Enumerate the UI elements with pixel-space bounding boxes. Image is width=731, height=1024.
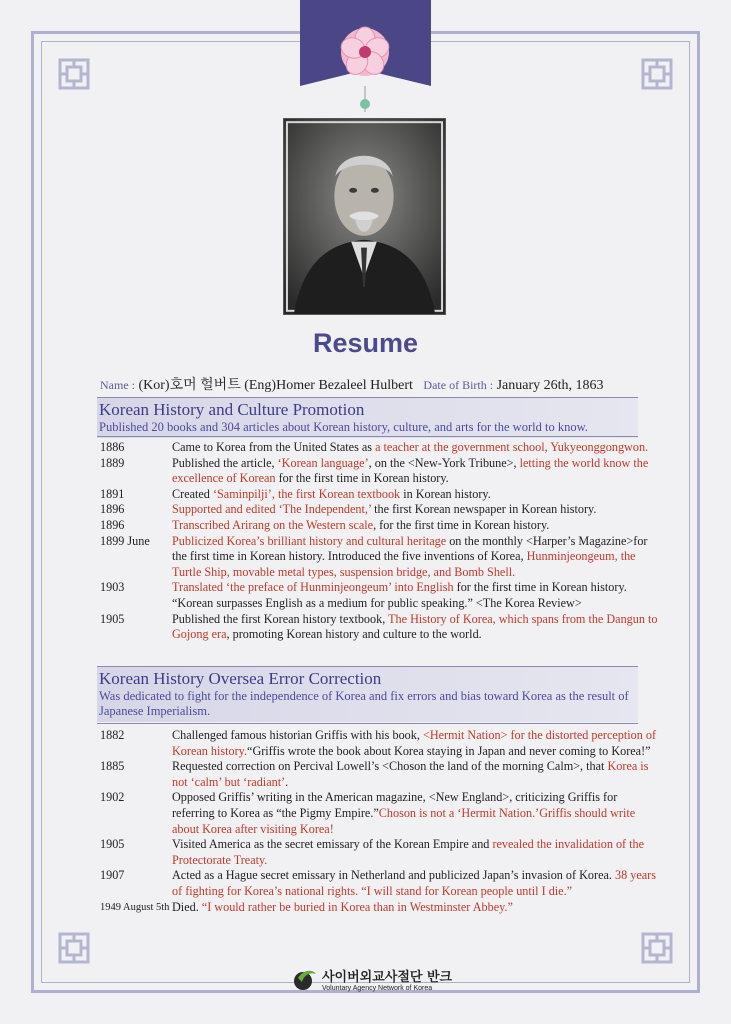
- highlight-text: ‘Saminpilji’, the first Korean textbook: [212, 486, 401, 501]
- org-name-english: Voluntary Agency Network of Korea: [322, 985, 433, 992]
- highlight-text: Choson is not a ‘Hermit Nation.’Griffis should write about Korea after visiting Korea!: [172, 805, 636, 836]
- timeline-correction: [100, 728, 660, 915]
- body-text: Created: [172, 486, 213, 501]
- body-text: Challenged famous historian Griffis with his book,: [172, 728, 423, 742]
- body-text: , on the <New-York Tribune>,: [368, 455, 520, 470]
- highlight-text: Transcribed Arirang on the Western scale: [172, 517, 374, 532]
- name-label: Name :: [100, 378, 135, 392]
- timeline-row: [100, 534, 660, 581]
- dob-label: Date of Birth :: [423, 378, 494, 392]
- timeline-row: [100, 837, 660, 868]
- section-title: Korean History and Culture Promotion: [99, 400, 365, 419]
- globe-logo-icon: [292, 966, 318, 992]
- timeline-text: [172, 790, 660, 837]
- name-bar: [100, 374, 604, 394]
- timeline-row: [100, 900, 660, 916]
- body-text: Came to Korea from the United States as: [172, 440, 376, 454]
- body-text: Published the article,: [172, 455, 278, 470]
- knot-ornament-icon: [639, 56, 675, 92]
- body-text: .: [285, 774, 289, 789]
- flower-banner: [300, 0, 431, 86]
- highlight-text: letting the world know the excellence of Korean: [172, 455, 649, 486]
- highlight-text: Supported and edited ‘The Independent,’: [172, 502, 372, 517]
- timeline-text: [172, 502, 660, 518]
- section-heading-promotion: [97, 397, 638, 438]
- body-text: , promoting Korean history and culture to the world.: [226, 627, 482, 642]
- timeline-year: 1907: [100, 868, 125, 883]
- timeline-row: [100, 456, 660, 487]
- timeline-row: [100, 502, 660, 518]
- body-text: for the first time in Korean history. “Korean surpasses English as a medium for public speaking.” <The Korea Review>: [172, 580, 627, 610]
- body-text: on the monthly <Harper’s Magazine>for the first time in Korean history. Introduced the five inventions of Korea,: [172, 533, 648, 564]
- timeline-row: [100, 440, 660, 456]
- timeline-row: [100, 612, 660, 643]
- body-text: Requested correction on Percival Lowell’s <Choson the land of the morning Calm>, that: [172, 759, 608, 774]
- timeline-row: [100, 487, 660, 503]
- body-text: “Griffis wrote the book about Korea staying in Japan and never coming to Korea!”: [247, 743, 651, 758]
- timeline-row: [100, 868, 660, 899]
- timeline-year: 1903: [100, 580, 125, 595]
- timeline-text: [172, 456, 660, 487]
- timeline-promotion: [100, 440, 660, 643]
- timeline-text: [172, 580, 660, 611]
- highlight-text: ‘Korean language’: [277, 455, 369, 470]
- timeline-year: 1902: [100, 790, 125, 805]
- org-name-korean: 사이버외교사절단 반크: [322, 970, 453, 985]
- body-text: , for the first time in Korean history.: [373, 517, 550, 532]
- body-text: in Korean history.: [400, 486, 491, 501]
- timeline-text: [172, 868, 660, 899]
- highlight-text: 38 years of fighting for Korea’s national rights. “I will stand for Korean people until I die.”: [172, 868, 656, 898]
- divider: [97, 436, 638, 437]
- timeline-text: [172, 837, 660, 868]
- timeline-text: [172, 534, 660, 581]
- timeline-text: [172, 487, 660, 503]
- section-title: Korean History Oversea Error Correction: [99, 669, 382, 688]
- timeline-year: 1896: [100, 502, 125, 517]
- knot-ornament-icon: [56, 56, 92, 92]
- timeline-year: 1905: [100, 611, 125, 626]
- timeline-row: [100, 518, 660, 534]
- timeline-row: [100, 580, 660, 611]
- highlight-text: revealed the invalidation of the Protectorate Treaty.: [172, 837, 645, 867]
- knot-ornament-icon: [56, 930, 92, 966]
- timeline-year: 1896: [100, 517, 125, 532]
- highlight-text: “I would rather be buried in Korea than in Westminster Abbey.”: [201, 899, 513, 914]
- timeline-text: [172, 518, 660, 534]
- highlight-text: a teacher at the government school, Yukyeonggongwon.: [375, 440, 649, 454]
- timeline-text: [172, 612, 660, 643]
- body-text: Died.: [172, 899, 202, 914]
- divider: [97, 723, 638, 724]
- highlight-text: Translated ‘the preface of Hunminjeongeum’ into English: [172, 580, 454, 595]
- section-heading-correction: [97, 666, 638, 722]
- timeline-year: 1886: [100, 440, 125, 454]
- page-title: Resume: [312, 328, 419, 358]
- timeline-text: [172, 728, 660, 759]
- highlight-text: Publicized Korea’s brilliant history and cultural heritage: [172, 533, 447, 548]
- name-value: (Kor)호머 헐버트 (Eng)Homer Bezaleel Hulbert: [138, 378, 413, 393]
- highlight-text: Hunminjeongeum, the Turtle Ship, movable metal types, suspension bridge, and Bomb Shell.: [172, 549, 636, 579]
- highlight-text: Korea is not ‘calm’ but ‘radiant’: [172, 759, 649, 789]
- highlight-text: The History of Korea, which spans from the Dangun to Gojong era: [172, 611, 658, 642]
- timeline-year: 1949 August 5th: [100, 901, 170, 913]
- body-text: Published the first Korean history textbook,: [172, 611, 389, 626]
- highlight-text: <Hermit Nation> for the distorted perception of Korean history.: [172, 728, 657, 758]
- body-text: Opposed Griffis’ writing in the American magazine, <New England>, criticizing Griffis for referring to Korea as “the Pigmy Empire.”: [172, 790, 618, 820]
- timeline-text: [172, 440, 660, 456]
- timeline-year: 1882: [100, 728, 125, 742]
- dob-value: January 26th, 1863: [496, 378, 604, 393]
- knot-ornament-icon: [639, 930, 675, 966]
- timeline-row: [100, 790, 660, 837]
- body-text: for the first time in Korean history.: [275, 471, 449, 486]
- timeline-year: 1891: [100, 486, 125, 501]
- vank-logo: [292, 966, 452, 992]
- timeline-year: 1905: [100, 837, 125, 852]
- timeline-text: [172, 759, 660, 790]
- timeline-year: 1889: [100, 455, 125, 470]
- body-text: Acted as a Hague secret emissary in Netherland and publicized Japan’s invasion of Korea.: [172, 868, 615, 883]
- section-subtitle: Was dedicated to fight for the independence of Korea and fix errors and bias toward Korea as the result of Japanese Imperialism.: [99, 689, 629, 718]
- timeline-text: [172, 900, 660, 916]
- timeline-year: 1899 June: [100, 533, 150, 548]
- body-text: the first Korean newspaper in Korean history.: [371, 502, 597, 517]
- timeline-year: 1885: [100, 759, 125, 774]
- portrait-photo: [283, 118, 446, 315]
- body-text: Visited America as the secret emissary of the Korean Empire and: [172, 837, 493, 852]
- section-subtitle: Published 20 books and 304 articles about Korean history, culture, and arts for the world to know.: [99, 420, 588, 434]
- timeline-row: [100, 728, 660, 759]
- timeline-row: [100, 759, 660, 790]
